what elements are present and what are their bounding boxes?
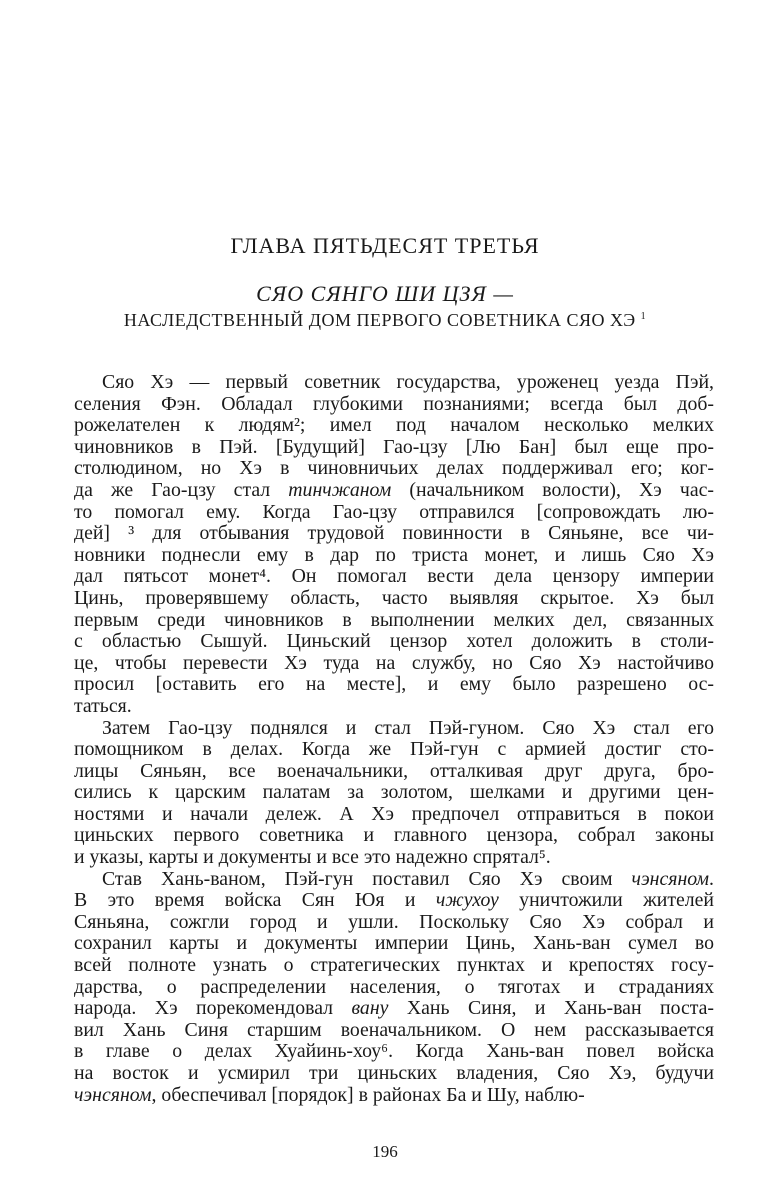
text-line: столюдином, но Хэ в чиновничьих делах поддерживал его; ког- xyxy=(74,457,714,480)
chapter-title: ГЛАВА ПЯТЬДЕСЯТ ТРЕТЬЯ xyxy=(230,233,540,258)
text-line: в главе о делах Хуайинь-хоу⁶. Когда Хань-ван повел войска xyxy=(74,1040,714,1063)
text-line: сохранил карты и документы империи Цинь, Хань-ван сумел во xyxy=(74,932,714,955)
text-line: Затем Гао-цзу поднялся и стал Пэй-гуном. Сяо Хэ стал его xyxy=(102,716,714,739)
text-line: це, чтобы перевести Хэ туда на службу, но Сяо Хэ настойчиво xyxy=(74,651,714,674)
text-line: Цинь, проверявшему область, часто выявляя скрытое. Хэ был xyxy=(74,586,714,609)
text-line: чэнсяном, обеспечивал [порядок] в районах Ба и Шу, наблю- xyxy=(74,1083,585,1106)
text-line: и указы, карты и документы и все это надежно спрятал⁵. xyxy=(74,846,551,869)
chapter-subtitle xyxy=(0,310,770,331)
text-line: таться. xyxy=(74,694,132,717)
paragraph xyxy=(74,869,714,1107)
text-line: дал пятьсот монет⁴. Он помогал вести дела цензору империи xyxy=(74,565,714,588)
text-line: просил [оставить его на месте], и ему было разрешено ос- xyxy=(74,673,714,696)
text-line: дарства, о распределении населения, о тяготах и страданиях xyxy=(74,975,714,998)
text-line: Сяо Хэ — первый советник государства, уроженец уезда Пэй, xyxy=(102,371,714,393)
italic-term: вану xyxy=(351,997,389,1020)
chapter-subtitle-italic: СЯО СЯНГО ШИ ЦЗЯ — xyxy=(256,281,514,306)
text-line: всей полноте узнать о стратегических пунктах и крепостях госу- xyxy=(74,954,714,977)
footnote-marker: 1 xyxy=(640,311,647,322)
text-line: первым среди чиновников в выполнении мелких дел, связанных xyxy=(74,608,714,631)
text-line: циньских первого советника и главного цензора, собрал законы xyxy=(74,824,714,847)
text-line: Сяньяна, сожгли город и ушли. Поскольку Сяо Хэ собрал и xyxy=(74,910,714,933)
page-number: 196 xyxy=(372,1142,398,1161)
text-line: дей] ³ для отбывания трудовой повинности в Сяньяне, все чи- xyxy=(74,522,714,545)
text-line: ностями и начали дележ. А Хэ предпочел отправиться в покои xyxy=(74,802,714,825)
text-line: на восток и усмирил три циньских владения, Сяо Хэ, будучи xyxy=(74,1062,714,1084)
text-line: чиновников в Пэй. [Будущий] Гао-цзу [Лю Бан] был еще про- xyxy=(74,435,714,458)
text-line: вил Хань Синя старшим военачальником. О нем рассказывается xyxy=(74,1018,714,1041)
text-line: селения Фэн. Обладал глубокими познаниями; всегда был доб- xyxy=(74,392,714,415)
text-line: то помогал ему. Когда Гао-цзу отправился [сопровождать лю- xyxy=(74,500,714,523)
text-line: Став Хань-ваном, Пэй-гун поставил Сяо Хэ своим чэнсяном. xyxy=(102,867,714,890)
text-line: сились к царским палатам за золотом, шелками и другими цен- xyxy=(74,781,714,804)
text-line: с областью Сышуй. Циньский цензор хотел доложить в столи- xyxy=(74,630,714,653)
text-line: народа. Хэ порекомендовал вану Хань Синя, и Хань-ван поста- xyxy=(74,997,714,1020)
italic-term: чжухоу xyxy=(435,889,499,912)
paragraph xyxy=(74,718,714,869)
paragraph xyxy=(74,372,714,718)
italic-term: чэнсяном xyxy=(631,867,710,890)
italic-term: чэнсяном xyxy=(74,1083,152,1106)
text-line: да же Гао-цзу стал тинчжаном (начальником волости), Хэ час- xyxy=(74,478,714,501)
text-line: помощником в делах. Когда же Пэй-гун с армией достиг сто- xyxy=(74,738,714,761)
italic-term: тинчжаном xyxy=(288,478,392,501)
text-line: рожелателен к людям²; имел под началом несколько мелких xyxy=(74,414,714,437)
text-line: новники поднесли ему в дар по триста монет, и лишь Сяо Хэ xyxy=(74,543,714,566)
text-line: В это время войска Сян Юя и чжухоу уничтожили жителей xyxy=(74,889,715,912)
body-text xyxy=(74,372,714,1106)
chapter-subtitle-text: НАСЛЕДСТВЕННЫЙ ДОМ ПЕРВОГО СОВЕТНИКА СЯО ХЭ xyxy=(123,310,636,330)
text-line: лицы Сяньян, все военачальники, отталкивая друг друга, бро- xyxy=(74,759,714,782)
